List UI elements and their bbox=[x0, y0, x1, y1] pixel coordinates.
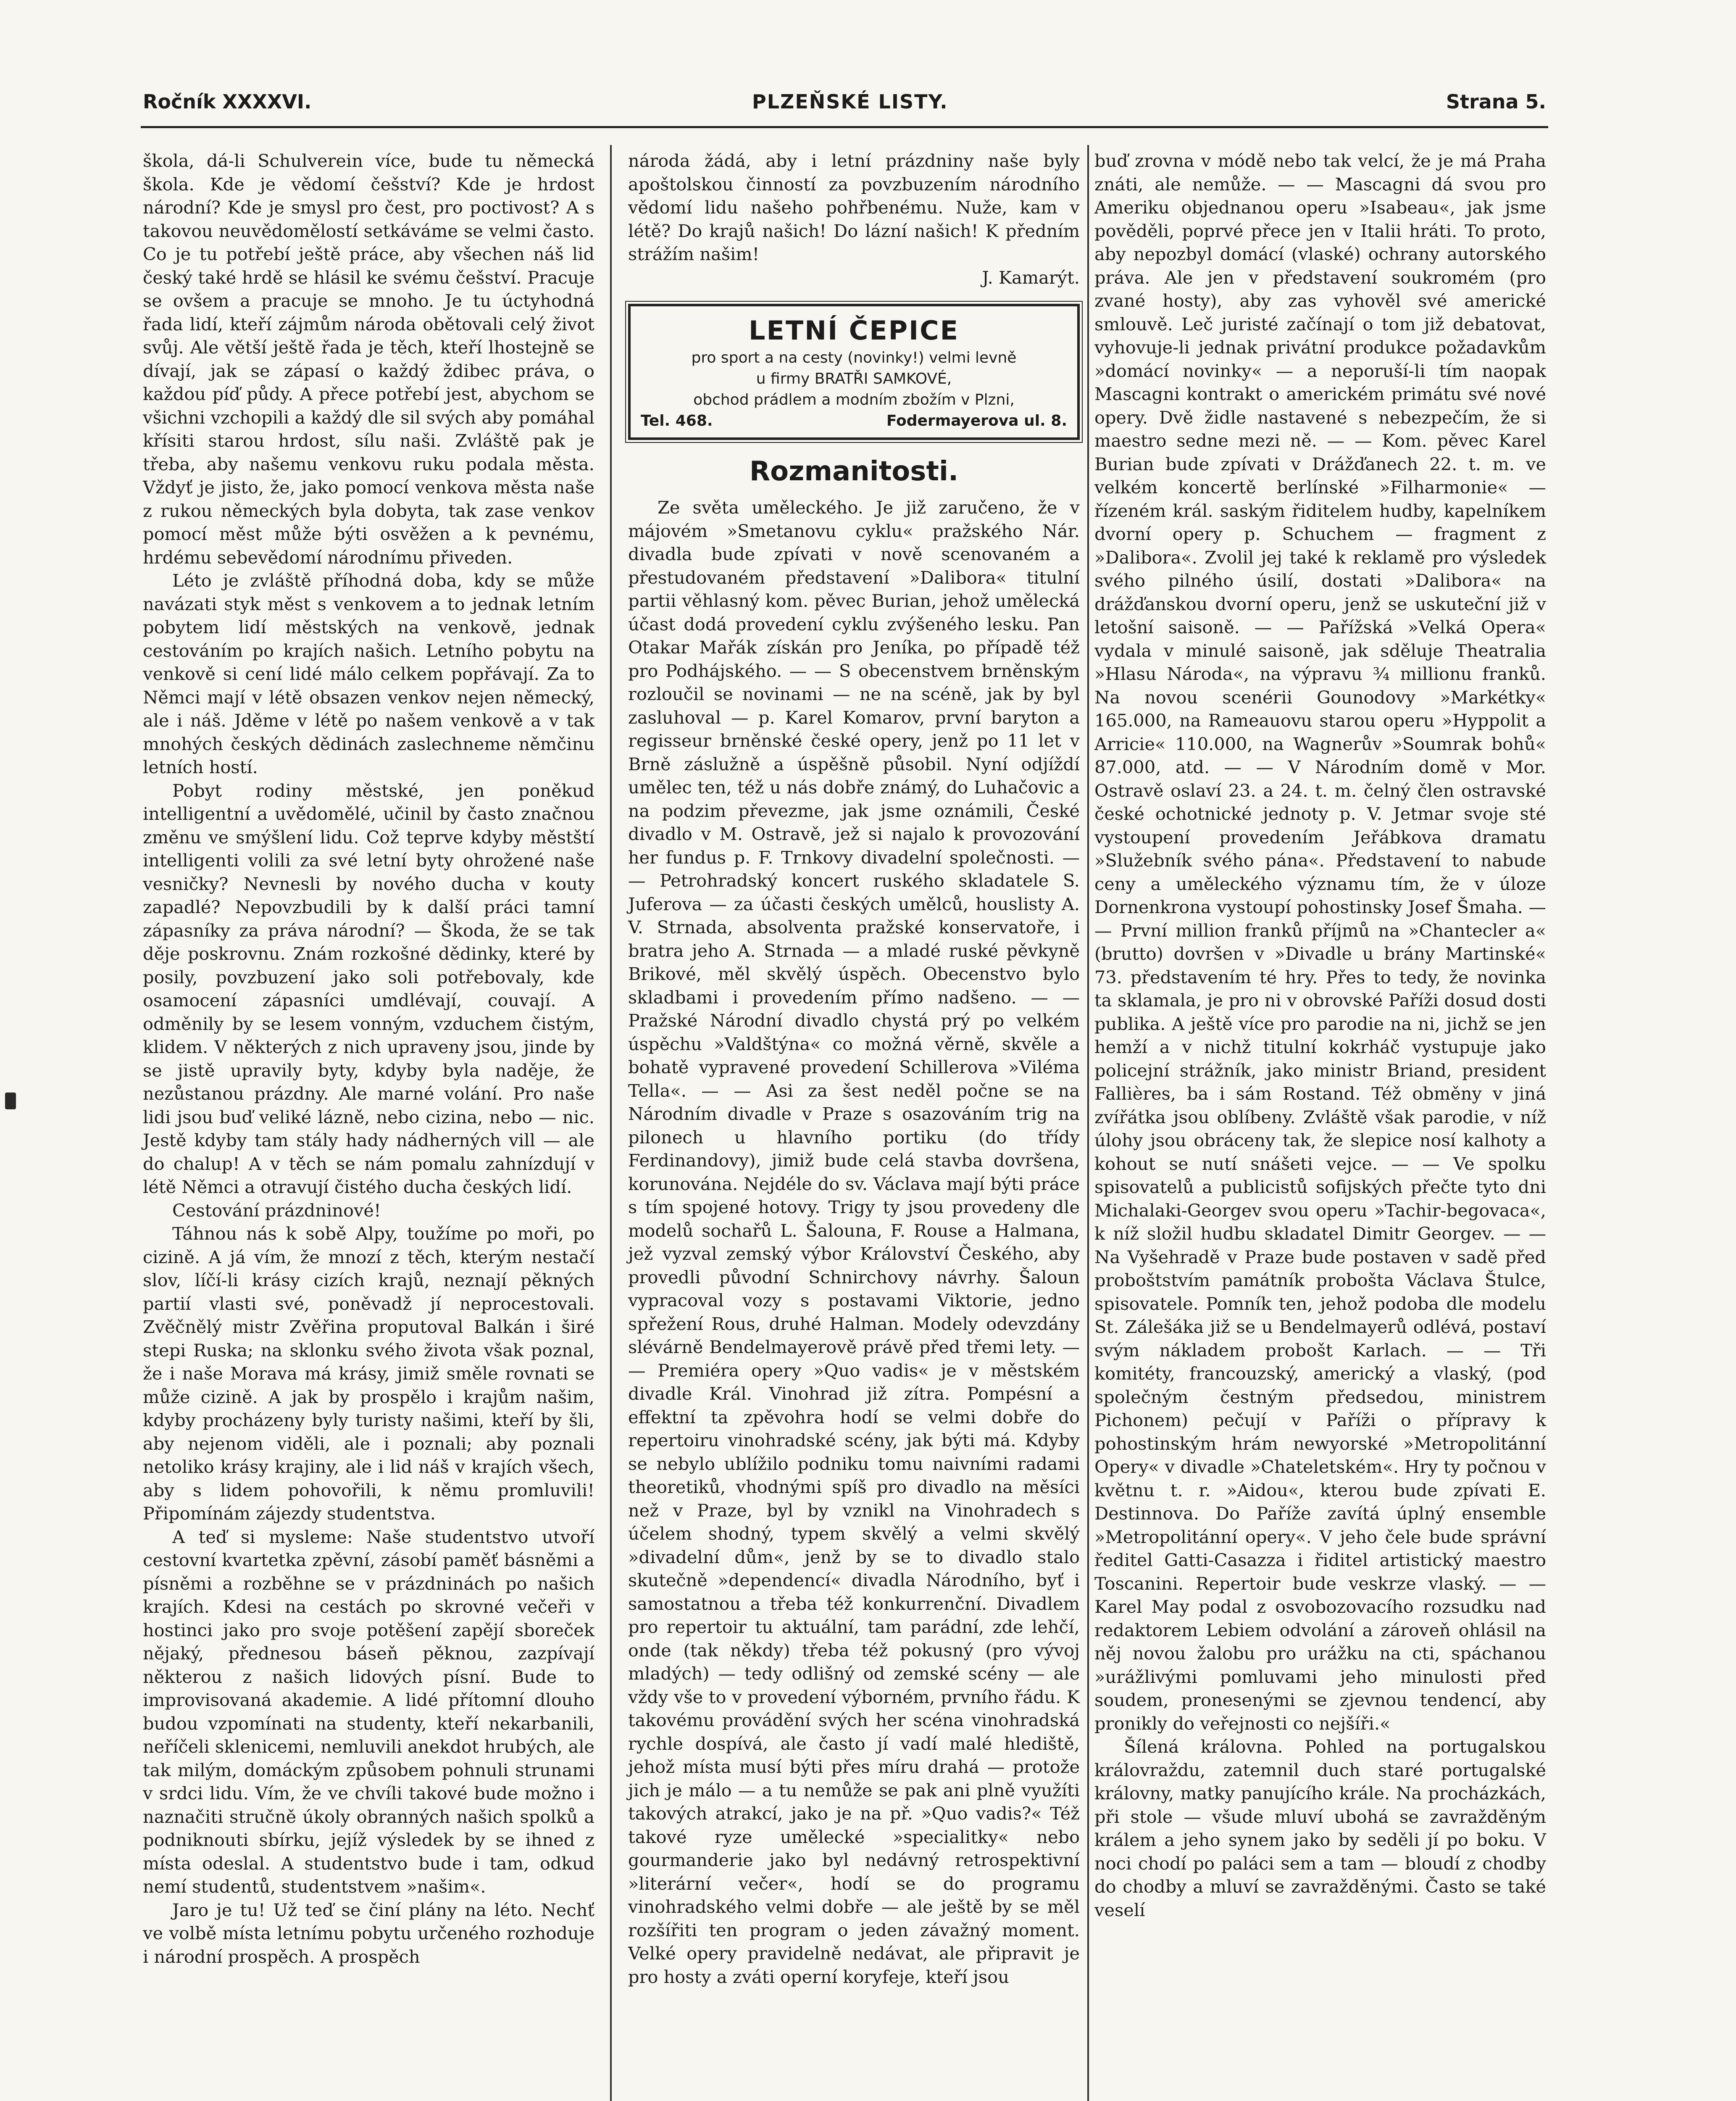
ad-title: LETNÍ ČEPICE bbox=[749, 315, 959, 346]
ad-footer bbox=[641, 411, 1067, 432]
header-rule bbox=[141, 126, 1548, 128]
paragraph: Pobyt rodiny městské, jen poněkud intelligentní a uvědomělé, učinil by často značnou změnu ve smýšlení lidu. Což teprve kdyby městští intelligenti volili za své letní byty ohrožené naše vesničky? Nevnesli by nového ducha v kouty zapadlé? Nepovzbudili by k další práci tamní zápasníky za práva národní? — Škoda, že se tak děje poskrovnu. Znám rozkošné dědinky, které by posily, povzbuzení jako soli potřebovaly, kde osamocení zápasníci umdlévají, couvají. A odměnily by se lesem vonným, vzduchem čistým, klidem. V některých z nich upraveny jsou, jinde by se jistě upravily byty, kdyby byla naděje, že nezůstanou prázdny. Ale marné volání. Pro naše lidi jsou buď veliké lázně, nebo cizina, nebo — nic. Jestě kdyby tam stály hady nádherných vill — ale do chalup! A v těch se nám pomalu zahnízdují v létě Němci a otravují čistého ducha českých lidí. bbox=[143, 780, 594, 1197]
paragraph-heading: Cestování prázdninové! bbox=[172, 1200, 381, 1221]
ad-line: obchod prádlem a modním zbožím v Plzni, bbox=[693, 391, 1015, 408]
paragraph: A teď si mysleme: Naše studentstvo utvoří cestovní kvartetka zpěvní, zásobí paměť básněmi a písněmi a rozběhne se v prázdninách po našich krajích. Kdesi na cestách po skrovné večeři v hostinci jako pro svoje potěšení zapějí sboreček nějaký, přednesou báseň pěknou, zazpívají některou z našich lidových písní. Bude to improvisovaná akademie. A lidé přítomní dlouho budou vzpomínati na studenty, kteří nekarbanili, neříčeli sklenicemi, nemluvili anekdot hrubých, ale tak milým, domáckým způsobem pohnuli strunami v srdci lidu. Vím, že ve chvíli takové bude možno i naznačiti stručně úkoly obranných našich spolků a podniknouti sbírku, jejíž výsledek by se ihned z místa odeslal. A studentstvo bude i tam, odkud nemí studentů, studentstvem »našim«. bbox=[143, 1526, 594, 1897]
ad-firm: u firmy BRATŘI SAMKOVÉ, bbox=[756, 370, 952, 387]
author-signature: J. Kamarýt. bbox=[982, 267, 1080, 288]
column-divider-2 bbox=[1087, 145, 1089, 2101]
column-divider-1 bbox=[610, 145, 612, 2101]
paragraph: Léto je zvláště příhodná doba, kdy se může navázati styk měst s venkovem a to jednak letním pobytem lidí městských na venkově, jednak cestováním po krajích našich. Letního pobytu na venkově si cení lidé málo celkem popřávají. Za to Němci mají v létě obsazen venkov nejen německý, ale i náš. Jděme v létě po našem venkově a v tak mnohých českých dědinách zaslechneme němčinu letních hostí. bbox=[143, 570, 594, 777]
paragraph: Jaro je tu! Už teď se činí plány na léto. Nechť ve volbě místa letnímu pobytu určeného rozhoduje i národní prospěch. A prospěch bbox=[143, 1899, 594, 1967]
ad-phone: Tel. 468. bbox=[641, 412, 713, 429]
paragraph: Ze světa uměleckého. Je již zaručeno, že v májovém »Smetanovu cyklu« pražského Nár. divadla bude zpívati v nově scenovaném a přestudovaném představení »Dalibora« titulní partii věhlasný kom. pěvec Burian, jehož umělecká účast dodá provedení cyklu zvýšeného lesku. Pan Otakar Mařák získán pro Jeníka, po případě též pro Podhájského. — — S obecenstvem brněnským rozloučil se novinami — ne na scéně, jak by byl zasluhoval — p. Karel Komarov, první baryton a regisseur brněnské české opery, jenž po 11 let v Brně záslužně a úspěšně působil. Nyní odjíždí umělec ten, též u nás dobře známý, do Luhačovic a na podzim převezme, jak jsme oznámili, České divadlo v M. Ostravě, jež si najalo k provozování her fundus p. F. Trnkovy divadelní společnosti. — — Petrohradský koncert ruského skladatele S. Juferova — za účasti českých umělců, houslisty A. V. Strnada, absolventa pražské konservatoře, i bratra jeho A. Strnada — a mladé ruské pěvkyně Brikové, měl skvělý úspěch. Obecenstvo bylo skladbami i provedením přímo nadšeno. — — Pražské Národní divadlo chystá prý po velkém úspěchu »Valdštýna« co možná věrně, skvěle a bohatě vypravené provedení Schillerova »Viléma Tella«. — — Asi za šest neděl počne se na Národním divadle v Praze s osazováním trig na pilonech u hlavního portiku (do třídy Ferdinandovy), jimiž bude celá stavba dovršena, korunována. Nejdéle do sv. Václava mají býti práce s tím spojené hotovy. Trigy ty jsou provedeny dle modelů sochařů L. Šalouna, F. Rouse a Halmana, jež vyzval zemský výbor Království Českého, aby provedli původní Schnirchovy návrhy. Šaloun vypracoval vozy s postavami Viktorie, jedno spřežení Rous, druhé Halman. Modely odevzdány slévárně Bendelmayerově právě před třemi lety. — — Premiéra opery »Quo vadis« je v městském divadle Král. Vinohrad již zítra. Pompésní a effektní ta zpěvohra hodí se velmi dobře do repertoiru vinohradské scény, jak býti má. Kdyby se nebylo ublížilo podniku tomu naivními radami theoretiků, vhodnými spíš pro divadlo na měsíci než v Praze, byl by vznikl na Vinohradech s účelem shodný, typem skvělý a velmi skvělý »divadelní dům«, jenž by se to divadlo stalo skutečně »dependencí« divadla Národního, byť i samostatnou a třeba též konkurrenční. Divadlem pro repertoir tu aktuální, tam parádní, zde lehčí, onde (tak někdy) třeba též pokusný (pro vývoj mladých) — tedy odlišný od zemské scény — ale vždy vše to v provedení výborném, prvního řádu. K takovému provádění svých her scéna vinohradská rychle dospívá, ale často jí vadí malé hlediště, jehož místa musí býti přes míru drahá — protože jich je málo — a tu nemůže se pak ani plně využíti takových atrakcí, jako je na př. »Quo vadis?« Též takové ryze umělecké »specialitky« nebo gourmanderie jako byl nedávný retrospektivní »literární večer«, hodí se do programu vinohradského velmi dobře — ale ještě by se měl rozšířiti ten program o jeden závažný moment. Velké opery pravidelně nedávat, ale připravit je pro hosty a zváti operní koryfeje, kteří jsou bbox=[628, 497, 1080, 1987]
column-2 bbox=[628, 149, 1080, 1988]
paragraph: škola, dá-li Schulverein více, bude tu německá škola. Kde je vědomí češství? Kde je hrdost národní? Kde je smysl pro čest, pro poctivost? A s takovou neuvědomělostí setkáváme se velmi často. Co je tu potřebí ještě práce, aby všechen náš lid český také hrdě se hlásil ke svému češství. Pracuje se ovšem a pracuje se mnoho. Je tu úctyhodná řada lidí, kteří zájmům národa obětovali celý život svůj. Ale větší ještě řada je těch, kteří lhostejně se dívají, jak se zápasí o každý ždibec práva, o každou píď půdy. A přece potřebí jest, abychom se všichni vzchopili a každý dle sil svých aby pomáhal křísiti starou hrdost, sílu naši. Zvláště pak je třeba, aby našemu venkovu ruku podala města. Vždyť je jisto, že, jako pomocí venkova města naše z rukou německých byla dobyta, tak zase venkov pomocí měst může býti osvěžen a k pevnému, hrdému sebevědomí národnímu přiveden. bbox=[143, 150, 594, 568]
binding-mark bbox=[5, 1093, 16, 1109]
ad-line: pro sport a na cesty (novinky!) velmi levně bbox=[691, 349, 1017, 366]
column-3 bbox=[1094, 149, 1546, 1922]
page-number: Strana 5. bbox=[1446, 90, 1546, 113]
section-title: Rozmanitosti. bbox=[749, 456, 959, 487]
paragraph: buď zrovna v módě nebo tak velcí, že je má Praha znáti, ale nemůže. — — Mascagni dá svou pro Ameriku objednanou operu »Isabeau«, jak jsme pověděli, poprvé přece jen v Italii hráti. To proto, aby nepozbyl domácí (vlaské) ochrany autorského práva. Ale jen v představení soukromém (pro zvané hosty), aby zas vyhověl své americké smlouvě. Leč juristé začínají o tom již debatovat, vyhovuje-li jednak privátní produkce požadavkům »domácí novinky« — a neporuší-li tím naopak Mascagni kontrakt o americkém primátu své nové opery. Dvě židle nastavené s nebezpečím, že si maestro sedne mezi ně. — — Kom. pěvec Karel Burian bude zpívati v Drážďanech 22. t. m. ve velkém koncertě berlínské »Filharmonie« — řízeném král. saským řiditelem hudby, kapelníkem dvorní opery p. Schuchem — fragment z »Dalibora«. Zvolil jej také k reklamě pro výsledek svého pilného úsilí, dostati »Dalibora« na drážďanskou dvorní operu, jenž se uskuteční již v letošní saisoně. — — Pařížská »Velká Opera« vydala v minulé saisoně, jak sděluje Theatralia »Hlasu Národa«, na výpravu ¾ millionu franků. Na novou scenérii Gounodovy »Markétky« 165.000, na Rameauovu starou operu »Hyppolit a Arricie« 110.000, na Wagnerův »Soumrak bohů« 87.000, atd. — — V Národním domě v Mor. Ostravě oslaví 23. a 24. t. m. čelný člen ostravské české ochotnické jednoty p. V. Jetmar svoje sté vystoupení provedením Jeřábkova dramatu »Služebník svého pána«. Představení to nabude ceny a uměleckého významu tím, že v úloze Dornenkrona vystoupí pohostinsky Josef Šmaha. — — První million franků příjmů na »Chantecler a« (brutto) dovršen v »Divadle u brány Martinské« 73. představením té hry. Přes to tedy, že novinka ta sklamala, je pro ni v obrovské Paříži dosud dosti publika. A ještě více pro parodie na ni, jichž se jen hemží a v nichž titulní kokrháč vystupuje jako policejní strážník, jako ministr Briand, president Fallières, ba i sám Rostand. Též obměny v jiná zvířátka jsou oblíbeny. Zvláště však parodie, v níž úlohy jsou obráceny tak, že slepice nosí kalhoty a kohout se nutí snášeti vejce. — — Ve spolku spisovatelů a publicistů sofijských přečte tyto dni Michalaki-Georgev svou operu »Tachir-begovaca«, k níž složil hudbu skladatel Dimitr Georgev. — — Na Vyšehradě v Praze bude postaven v sadě před proboštstvím památník probošta Václava Štulce, spisovatele. Pomník ten, jehož podoba dle modelu St. Zálešáka již se u Bendelmayerů odlévá, postaví svým nákladem probošt Karlach. — — Tři komitéty, francouzský, americký a vlaský, (pod společným čestným předsedou, ministrem Pichonem) pečují v Paříži o přípravy k pohostinským hrám newyorské »Metropolitánní Opery« v divadle »Chateletském«. Hry ty počnou v květnu t. r. »Aidou«, kterou bude zpívati E. Destinnova. Do Paříže zavítá úplný ensemble »Metropolitánní opery«. V jeho čele bude správní ředitel Gatti-Casazza i řiditel artistický maestro Toscanini. Repertoir bude veskrze vlaský. — — Karel May podal z osvobozovacího rozsudku nad redaktorem Lebiem odvolání a zároveň ohlásil na něj novou žalobu pro urážku na cti, spáchanou »urážlivými pomluvami jeho minulosti před soudem, pronesenými se zjevnou tendencí, aby pronikly do veřejnosti co nejšíři.« bbox=[1094, 150, 1546, 1734]
volume-number: Ročník XXXXVI. bbox=[143, 90, 312, 113]
column-1 bbox=[143, 149, 594, 1968]
page-header bbox=[143, 90, 1546, 120]
advertisement-box bbox=[628, 304, 1080, 440]
paragraph: národa žádá, aby i letní prázdniny naše byly apoštolskou činností za povzbuzením národního vědomí lidu našeho pohřbenému. Nuže, kam v létě? Do krajů našich! Do lázní našich! K předním strážím našim! bbox=[628, 150, 1080, 264]
ad-address: Fodermayerova ul. 8. bbox=[886, 412, 1067, 429]
paragraph: Šílená královna. Pohled na portugalskou královraždu, zatemnil duch staré portugalské královny, matky panujícího krále. Na procházkách, při stole — všude mluví ubohá se zavražděným králem a jeho synem jako by seděli jí po boku. V noci chodí po paláci sem a tam — bloudí z chodby do chodby a mluví se zavražděnými. Často se také veselí bbox=[1094, 1736, 1546, 1920]
newspaper-title: PLZEŇSKÉ LISTY. bbox=[752, 90, 948, 113]
paragraph: Táhnou nás k sobě Alpy, toužíme po moři, po cizině. A já vím, že mnozí z těch, kterým nestačí slov, líčí-li krásy cizích krajů, neznají pěkných partií vlasti své, poněvadž jí neprocestovali. Zvěčnělý mistr Zvěřina proputoval Balkán i širé stepi Ruska; na sklonku svého života však poznal, že i naše Morava má krásy, jimiž směle rovnati se může cizině. A jak by prospělo i krajům našim, kdyby procházeny byly turisty našimi, kteří by šli, aby nejenom viděli, ale i poznali; aby poznali netoliko krásy krajiny, ale i lid náš v krajích všech, aby s lidem pohovořili, k němu promluvili! Připomínám zájezdy studentstva. bbox=[143, 1223, 594, 1524]
